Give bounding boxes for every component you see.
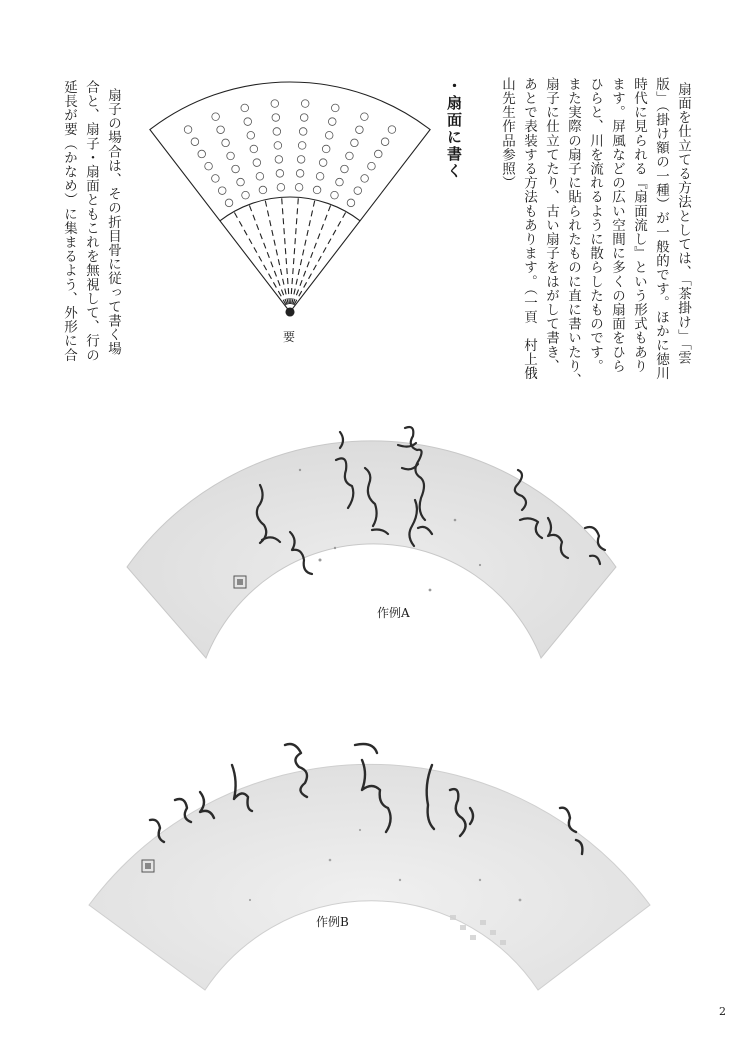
example-a-caption: 作例A: [377, 606, 410, 620]
text-line: あとで表装する方法もあります。（一頁 村上俄: [521, 77, 537, 381]
page-number: 2: [719, 1005, 726, 1018]
text-line: 版」（掛け額の一種）が一般的です。ほかに徳川: [653, 77, 669, 381]
text-line: 延長が要（かなめ）に集まるよう、外形に合: [61, 80, 77, 362]
text-line: ひらと、川を流れるように散らしたものです。: [587, 77, 603, 374]
text-line: 扇子の場合は、その折目骨に従って書く場: [105, 88, 121, 356]
text-line: ます。屏風などの広い空間に多くの扇面をひら: [609, 77, 625, 374]
text-line: 扇面を仕立てる方法としては、「茶掛け」「雲: [675, 82, 691, 365]
text-line: 合と、扇子・扇面ともこれを無視して、行の: [83, 80, 99, 362]
text-line: 扇子に仕立てたり、古い扇子をはがして書き、: [543, 77, 559, 374]
text-line: 山先生作品参照）: [499, 77, 515, 190]
text-line: 時代に見られる『扇面流し』という形式もあり: [631, 77, 647, 374]
diagram-pivot-label: 要: [283, 330, 296, 344]
example-b-caption: 作例B: [316, 915, 349, 929]
section-heading: ・扇面に書く: [445, 78, 463, 180]
text-line: また実際の扇子に貼られたものに直に書いたり、: [565, 77, 581, 388]
